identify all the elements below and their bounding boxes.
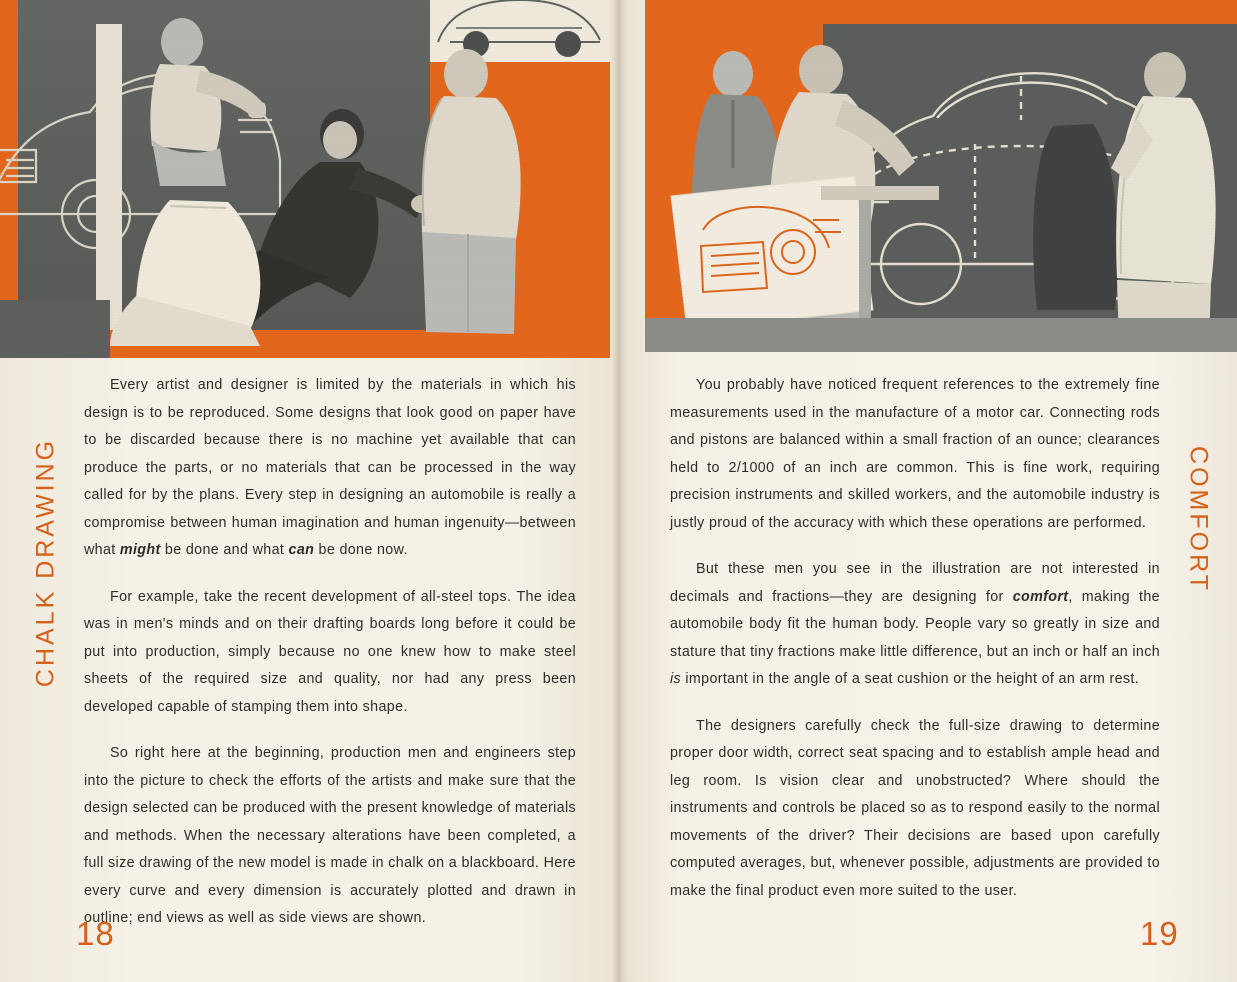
floor-strip [645, 318, 1237, 352]
text-run: Every artist and designer is limited by the materials in which his design is to be reproduced. Some designs that look good on paper have to be discarded because there is no machine yet available that can produce the parts, or no materials that can be processed in the way called for by the plans. Every step in designing an automobile is really a compromise between human imagination and human ingenuity—between what [84, 377, 576, 558]
paragraph [84, 740, 576, 933]
text-run: be done now. [314, 542, 408, 558]
text-run: But these men you see in the illustration are not interested in decimals and fractions—they are designing for [670, 561, 1160, 605]
text-run: For example, take the recent development of all-steel tops. The idea was in men's minds and on their drafting boards long before it could be put into production, simply because no one knew how to make steel sheets of the required size and quality, nor had any press been developed capable of stamping them into shape. [84, 588, 576, 715]
right-illustration [645, 0, 1237, 352]
right-page-side-title: COMFORT [1184, 446, 1213, 593]
figure-white-coat-man [1097, 48, 1237, 348]
paragraph [84, 372, 576, 565]
paragraph [670, 713, 1160, 906]
emphasis-italic: is [670, 671, 682, 687]
figure-right-man [404, 44, 544, 344]
left-page-number: 18 [76, 915, 115, 952]
text-run: You probably have noticed frequent references to the extremely fine measurements used in the manufacture of a motor car. Connecting rods and pistons are balanced within a small fraction of an ounce; clearances held to 2/1000 of an inch are common. This is fine work, requiring precision instruments and skilled workers, and the automobile industry is justly proud of the accuracy with which these operations are performed. [670, 377, 1160, 531]
text-run: important in the angle of a seat cushion or the height of an arm rest. [681, 671, 1140, 687]
paragraph [670, 372, 1160, 537]
paragraph [670, 556, 1160, 694]
drafting-table [821, 186, 939, 200]
right-page-number: 19 [1140, 915, 1179, 952]
emphasis-bold-italic: comfort [1012, 588, 1069, 605]
text-run: The designers carefully check the full-size drawing to determine proper door width, correct seat spacing and to establish ample head and leg room. Is vision clear and unobstructed? Where should the instruments and controls be placed so as to respond easily to the normal movements of the driver? Their decisions are based upon carefully computed averages, but, whenever possible, adjustments are provided to make the final product even more suited to the user. [670, 717, 1160, 899]
text-run: So right here at the beginning, production men and engineers step into the picture to check the efforts of the artists and make sure that the design selected can be produced with the present knowledge of materials and methods. When the necessary alterations have been completed, a full size drawing of the new model is made in chalk on a blackboard. Here every curve and every dimension is accurately plotted and drawn in outline; end views as well as side views are shown. [84, 745, 576, 926]
text-run: be done and what [160, 542, 289, 558]
emphasis-bold-italic: can [288, 542, 315, 558]
seat-mockup [110, 180, 360, 358]
text-run: , making the automobile body fit the human body. People vary so greatly in size and stature that tiny fractions make little difference, but an inch or half an inch [670, 588, 1160, 660]
table-leg [859, 200, 871, 328]
left-page-body-text [84, 372, 576, 933]
left-page-side-title: CHALK DRAWING [31, 437, 60, 688]
left-illustration [0, 0, 610, 358]
paragraph [84, 584, 576, 722]
lower-left-block [0, 300, 110, 358]
right-page-body-text [670, 372, 1160, 905]
emphasis-bold-italic: might [119, 542, 161, 558]
